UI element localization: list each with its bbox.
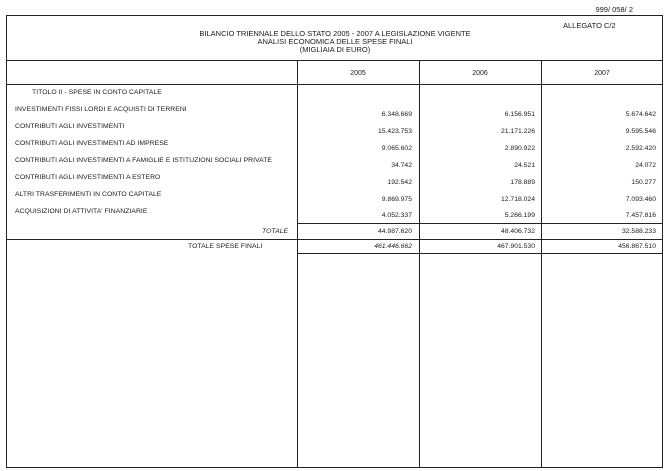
- table-frame: [6, 15, 663, 468]
- row-label: CONTRIBUTI AGLI INVESTIMENTI AD IMPRESE: [15, 140, 169, 147]
- report-subtitle: ANALISI ECONOMICA DELLE SPESE FINALI: [257, 37, 413, 46]
- row-value-2007: 24.072: [635, 162, 656, 169]
- row-value-2007: 5.674.642: [625, 111, 656, 118]
- row-value-2005: 15.423.753: [377, 128, 412, 135]
- header-rule-top: [6, 60, 663, 61]
- report-units: (MIGLIAIA DI EURO): [299, 45, 371, 54]
- row-value-2005: 34.742: [391, 162, 412, 169]
- row-label: INVESTIMENTI FISSI LORDI E ACQUISTI DI TERRENI: [15, 106, 187, 113]
- row-label: CONTRIBUTI AGLI INVESTIMENTI A FAMIGLIE E ISTITUZIONI SOCIALI PRIVATE: [15, 157, 272, 164]
- column-divider-3: [541, 60, 542, 468]
- column-header-2006: 2006: [472, 70, 488, 77]
- total-value-2007: 32.588.233: [621, 228, 656, 235]
- row-value-2005: 9.869.975: [381, 196, 412, 203]
- row-value-2006: 21.171.226: [500, 128, 535, 135]
- total-value-2006: 48.406.732: [500, 228, 535, 235]
- grand-total-rule-2006: [420, 253, 541, 254]
- row-label: CONTRIBUTI AGLI INVESTIMENTI: [15, 123, 125, 130]
- document-reference: 999/ 058/ 2: [595, 5, 633, 14]
- column-divider-1: [297, 60, 298, 468]
- grand-total-value-2005: 461.446.662: [374, 243, 412, 250]
- total-rule: [6, 239, 663, 240]
- section-title: TITOLO II - SPESE IN CONTO CAPITALE: [32, 89, 162, 96]
- row-value-2006: 6.156.951: [504, 111, 535, 118]
- row-value-2007: 7.457.816: [625, 212, 656, 219]
- column-divider-2: [419, 60, 420, 468]
- header-rule-bottom: [6, 84, 663, 85]
- total-rule-2005: [298, 223, 419, 224]
- row-value-2007: 150.277: [631, 179, 656, 186]
- report-title: BILANCIO TRIENNALE DELLO STATO 2005 - 2007 A LEGISLAZIONE VIGENTE: [199, 29, 471, 38]
- total-label: TOTALE: [262, 228, 289, 235]
- grand-total-rule-2007: [542, 253, 663, 254]
- row-label: CONTRIBUTI AGLI INVESTIMENTI A ESTERO: [15, 174, 161, 181]
- grand-total-rule-2005: [298, 253, 419, 254]
- row-value-2005: 6.348.669: [381, 111, 412, 118]
- attachment-label: ALLEGATO C/2: [563, 21, 616, 30]
- column-header-2005: 2005: [350, 70, 366, 77]
- row-value-2005: 192.542: [387, 179, 412, 186]
- total-rule-2006: [420, 223, 541, 224]
- total-rule-2007: [542, 223, 663, 224]
- row-value-2007: 9.595.546: [625, 128, 656, 135]
- row-value-2007: 2.592.420: [625, 145, 656, 152]
- row-value-2006: 2.890.922: [504, 145, 535, 152]
- grand-total-label: TOTALE SPESE FINALI: [188, 243, 263, 250]
- column-header-2007: 2007: [594, 70, 610, 77]
- row-value-2005: 9.065.602: [381, 145, 412, 152]
- grand-total-value-2007: 456.867.510: [618, 243, 656, 250]
- row-value-2007: 7.093.460: [625, 196, 656, 203]
- row-value-2006: 5.266.199: [504, 212, 535, 219]
- row-value-2006: 178.889: [510, 179, 535, 186]
- total-value-2005: 44.987.620: [377, 228, 412, 235]
- row-label: ACQUISIZIONI DI ATTIVITA' FINANZIARIE: [15, 208, 148, 215]
- grand-total-value-2006: 467.901.530: [497, 243, 535, 250]
- row-value-2005: 4.052.337: [381, 212, 412, 219]
- row-value-2006: 24.521: [514, 162, 535, 169]
- row-value-2006: 12.718.024: [500, 196, 535, 203]
- row-label: ALTRI TRASFERIMENTI IN CONTO CAPITALE: [15, 191, 162, 198]
